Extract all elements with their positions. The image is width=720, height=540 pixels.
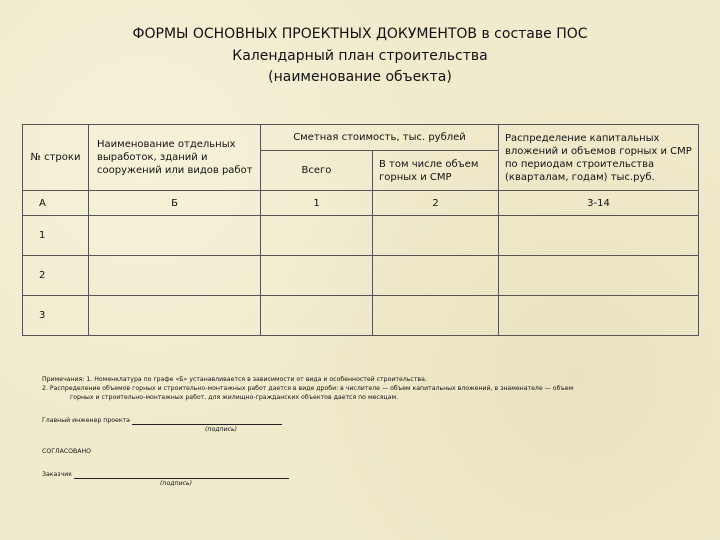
header-distribution: Распределение капитальных вложений и объемов горных и СМР по периодам строительства (кварталам, годам) тыс.руб. [499,125,699,191]
table-cell [499,256,699,296]
header-row-number: № строки [23,125,89,191]
note-line: Примечания: 1. Номенклатура по графе «Б» устанавливается в зависимости от вида и особенностей строительства. [42,376,427,383]
chief-engineer-label: Главный инженер проекта [42,417,130,424]
row-number: 2 [23,256,89,296]
table-cell [89,296,261,336]
object-name-placeholder: (наименование объекта) [268,69,452,85]
row-number: 3 [23,296,89,336]
customer-signature [42,470,289,479]
header-total: Всего [261,151,373,191]
row-number: 1 [23,216,89,256]
chief-engineer-signature [42,416,282,425]
index-cell: А [23,191,89,216]
table-cell [373,216,499,256]
note-line: горных и строительно-монтажных работ, для жилищно-гражданских объектов дается по месяцам. [70,394,399,401]
construction-schedule-table [22,124,699,336]
index-cell: 3-14 [499,191,699,216]
document-title: ФОРМЫ ОСНОВНЫХ ПРОЕКТНЫХ ДОКУМЕНТОВ в составе ПОС [132,26,588,42]
table-row [23,296,699,336]
header-mining-volume: В том числе объем горных и СМР [373,151,499,191]
index-cell: 2 [373,191,499,216]
table-row [23,216,699,256]
document-subtitle: Календарный план строительства [232,48,488,64]
table-cell [499,216,699,256]
table-row [23,256,699,296]
signature-line [132,417,282,425]
table-cell [373,256,499,296]
customer-label: Заказчик [42,471,72,478]
note-line: 2. Распределение объемов горных и строительно-монтажных работ дается в виде дроби: в числителе — объем капитальных вложений, в знаменателе — объем [42,385,574,392]
index-cell: Б [89,191,261,216]
signature-line [74,471,289,479]
table-cell [499,296,699,336]
signature-hint: (подпись) [205,426,238,433]
table-cell [261,296,373,336]
table-cell [261,216,373,256]
agreed-label: СОГЛАСОВАНО [42,448,92,455]
table-cell [89,216,261,256]
table-cell [373,296,499,336]
table-cell [89,256,261,296]
signature-hint: (подпись) [160,480,193,487]
header-estimated-cost: Сметная стоимость, тыс. рублей [261,125,499,151]
notes-block [42,375,692,402]
table-cell [261,256,373,296]
index-cell: 1 [261,191,373,216]
header-work-name: Наименование отдельных выработок, зданий и сооружений или видов работ [89,125,261,191]
